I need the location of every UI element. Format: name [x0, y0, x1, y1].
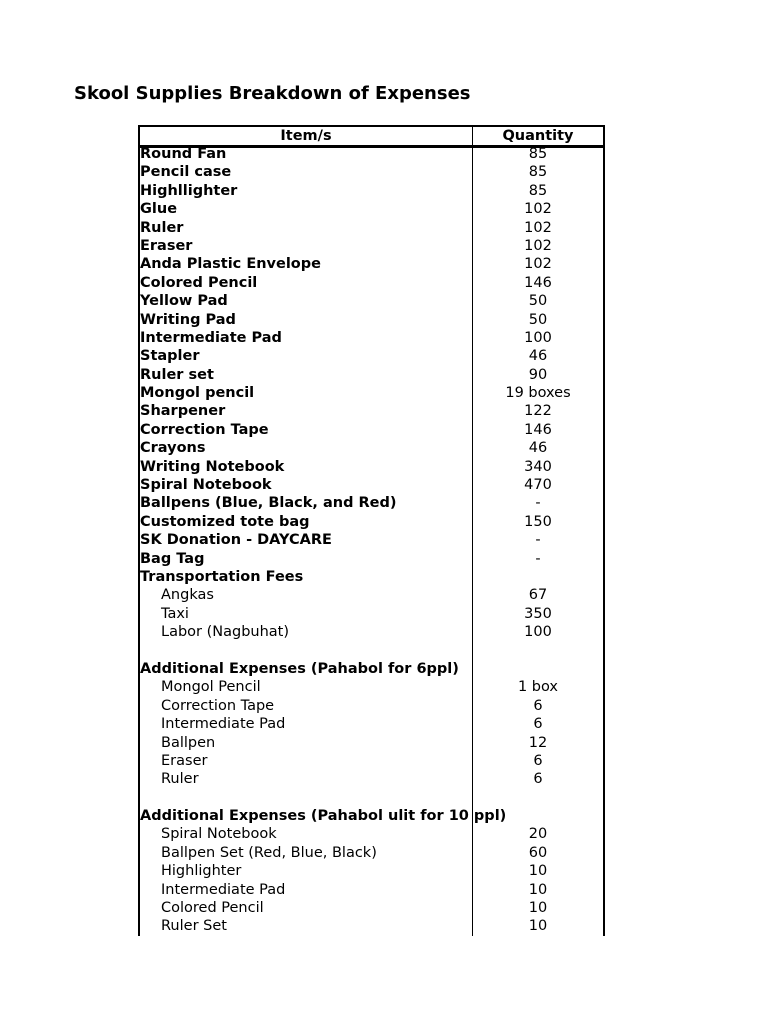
item-cell: Mongol Pencil [161, 679, 261, 696]
table-row [140, 439, 605, 457]
item-cell: Ballpen Set (Red, Blue, Black) [161, 844, 377, 861]
quantity-cell: 1 box [517, 679, 559, 696]
quantity-cell: 6 [533, 697, 543, 714]
quantity-cell: 100 [524, 329, 552, 346]
item-cell: Intermediate Pad [161, 881, 286, 898]
item-cell: Ruler Set [161, 918, 227, 935]
item-cell: Transportation Fees [140, 568, 304, 585]
table-row [140, 182, 605, 200]
table-row [140, 274, 605, 292]
page-title: Skool Supplies Breakdown of Expenses [74, 83, 471, 104]
quantity-cell: 67 [528, 587, 548, 604]
table-row [140, 844, 605, 862]
item-cell: Glue [140, 201, 178, 218]
table-row [140, 734, 605, 752]
table-row [140, 366, 605, 384]
quantity-cell: 12 [528, 734, 548, 751]
column-header-item: Item/s [280, 128, 332, 144]
item-cell: Colored Pencil [140, 274, 258, 291]
table-row [140, 697, 605, 715]
item-cell: Writing Pad [140, 311, 236, 328]
quantity-cell: 46 [528, 440, 548, 457]
table-row [140, 458, 605, 476]
item-cell: Correction Tape [140, 421, 269, 438]
item-cell: Taxi [161, 605, 189, 622]
table-row [140, 145, 605, 163]
table-row [140, 219, 605, 237]
table-row [140, 807, 605, 825]
table-row [140, 605, 605, 623]
table-row [140, 329, 605, 347]
table-spacer-row [140, 642, 605, 660]
quantity-cell: 19 boxes [505, 385, 571, 402]
quantity-cell: 10 [528, 881, 548, 898]
table-row [140, 825, 605, 843]
table-row [140, 255, 605, 273]
quantity-cell: 6 [533, 752, 543, 769]
quantity-cell: 50 [528, 311, 548, 328]
table-spacer-row [140, 789, 605, 807]
item-cell: Highllighter [140, 182, 238, 199]
item-cell: Yellow Pad [140, 293, 228, 310]
quantity-cell: 102 [524, 201, 552, 218]
item-cell: Writing Notebook [140, 458, 285, 475]
item-cell: Anda Plastic Envelope [140, 256, 321, 273]
table-row [140, 311, 605, 329]
item-cell: Sharpener [140, 403, 226, 420]
item-cell: Additional Expenses (Pahabol ulit for 10 ppl) [140, 808, 507, 825]
item-cell: SK Donation - DAYCARE [140, 532, 332, 549]
item-cell: Additional Expenses (Pahabol for 6ppl) [140, 660, 459, 677]
table-row [140, 163, 605, 181]
item-cell: Ballpen [161, 734, 216, 751]
quantity-cell: 470 [524, 477, 552, 494]
table-row [140, 476, 605, 494]
item-cell: Colored Pencil [161, 900, 264, 917]
quantity-cell: 85 [528, 146, 548, 162]
quantity-cell: 10 [528, 918, 548, 935]
item-cell: Pencil case [140, 164, 232, 181]
table-row [140, 347, 605, 365]
item-cell: Correction Tape [161, 697, 275, 714]
item-cell: Ballpens (Blue, Black, and Red) [140, 495, 397, 512]
table-row [140, 531, 605, 549]
table-row [140, 752, 605, 770]
table-body [140, 145, 605, 936]
item-cell: Stapler [140, 348, 200, 365]
quantity-cell: 146 [524, 274, 552, 291]
quantity-cell: 6 [533, 716, 543, 733]
table-row [140, 402, 605, 420]
item-cell: Mongol pencil [140, 385, 255, 402]
table-row [140, 623, 605, 641]
quantity-cell: 122 [524, 403, 552, 420]
quantity-cell: 90 [528, 366, 548, 383]
table-row [140, 586, 605, 604]
item-cell: Eraser [140, 237, 193, 254]
quantity-cell: - [535, 550, 541, 567]
quantity-cell: 85 [528, 164, 548, 181]
item-cell: Eraser [161, 752, 208, 769]
table-row [140, 237, 605, 255]
quantity-cell: 85 [528, 182, 548, 199]
item-cell: Crayons [140, 440, 206, 457]
table-row [140, 200, 605, 218]
table-row [140, 513, 605, 531]
quantity-cell: 102 [524, 219, 552, 236]
quantity-cell: 46 [528, 348, 548, 365]
table-row [140, 494, 605, 512]
quantity-cell: 146 [524, 421, 552, 438]
quantity-cell: 20 [528, 826, 548, 843]
quantity-cell: 10 [528, 900, 548, 917]
quantity-cell: 150 [524, 513, 552, 530]
column-header-quantity: Quantity [502, 128, 574, 144]
item-cell: Intermediate Pad [140, 329, 282, 346]
quantity-cell: 6 [533, 771, 543, 788]
quantity-cell: - [535, 532, 541, 549]
quantity-cell: 340 [524, 458, 552, 475]
table-row [140, 384, 605, 402]
quantity-cell: 350 [524, 605, 552, 622]
item-cell: Ruler [161, 771, 199, 788]
item-cell: Highlighter [161, 863, 242, 880]
quantity-cell: 100 [524, 624, 552, 641]
table-row [140, 421, 605, 439]
item-cell: Spiral Notebook [161, 826, 277, 843]
item-cell: Labor (Nagbuhat) [161, 624, 290, 641]
item-cell: Spiral Notebook [140, 477, 272, 494]
table-row [140, 715, 605, 733]
quantity-cell: 60 [528, 844, 548, 861]
item-cell: Ruler set [140, 366, 214, 383]
table-row [140, 881, 605, 899]
quantity-cell: - [535, 495, 541, 512]
table-row [140, 862, 605, 880]
quantity-cell: 102 [524, 237, 552, 254]
item-cell: Bag Tag [140, 550, 205, 567]
table-row [140, 899, 605, 917]
item-cell: Ruler [140, 219, 184, 236]
item-cell: Angkas [161, 587, 214, 604]
quantity-cell: 50 [528, 293, 548, 310]
table-row [140, 550, 605, 568]
table-row [140, 678, 605, 696]
item-cell: Round Fan [140, 146, 227, 162]
table-row [140, 660, 605, 678]
table-row [140, 292, 605, 310]
quantity-cell: 102 [524, 256, 552, 273]
quantity-cell: 10 [528, 863, 548, 880]
item-cell: Intermediate Pad [161, 716, 286, 733]
table-row [140, 568, 605, 586]
table-row [140, 917, 605, 935]
table-row [140, 770, 605, 788]
item-cell: Customized tote bag [140, 513, 310, 530]
